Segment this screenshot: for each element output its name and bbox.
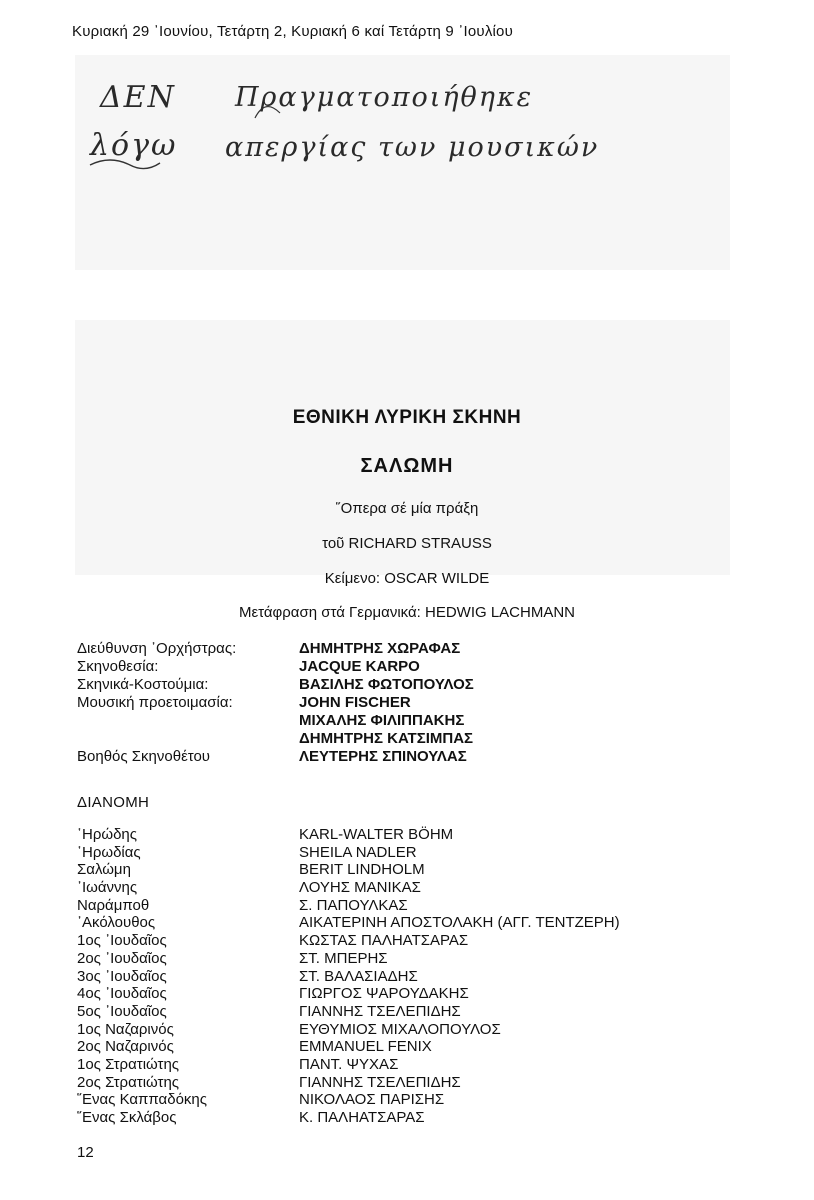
cast-row <box>77 1109 777 1127</box>
cast-role: Σαλώμη <box>77 861 131 879</box>
cast-heading: ΔΙΑΝΟΜΗ <box>77 794 150 811</box>
credit-name: JOHN FISCHER <box>299 694 411 711</box>
cast-role: 2ος Στρατιώτης <box>77 1073 180 1091</box>
cast-role: 4ος ᾿Ιουδαῖος <box>77 985 167 1003</box>
credit-role: Διεύθυνση ᾿Ορχήστρας: <box>77 640 237 657</box>
cast-row <box>77 1091 777 1109</box>
work-title: ΣΑΛΩΜΗ <box>360 455 454 477</box>
credit-role <box>77 730 299 748</box>
credit-role: Βοηθός Σκηνοθέτου <box>77 748 211 765</box>
cast-row <box>77 932 777 950</box>
credit-row <box>77 640 737 658</box>
credit-role: Μουσική προετοιμασία: <box>77 694 233 711</box>
cast-role: ῾Ηρώδης <box>77 826 137 843</box>
translation-line: Μετάφραση στά Γερμανικά: HEDWIG LACHMANN <box>238 604 576 621</box>
cast-row <box>77 897 777 915</box>
cast-role: ῞Ενας Καππαδόκης <box>77 1091 207 1109</box>
credit-name: ΔΗΜΗΤΡΗΣ ΚΑΤΣΙΜΠΑΣ <box>299 730 474 747</box>
cast-name: BERIT LINDHOLM <box>299 861 425 879</box>
credit-name: ΔΗΜΗΤΡΗΣ ΧΩΡΑΦΑΣ <box>299 640 461 657</box>
credit-name: ΒΑΣΙΛΗΣ ΦΩΤΟΠΟΥΛΟΣ <box>299 676 474 693</box>
credit-row <box>77 748 737 766</box>
cast-name: ΓΙΑΝΝΗΣ ΤΣΕΛΕΠΙΔΗΣ <box>299 1002 461 1020</box>
composer-line: τοῦ RICHARD STRAUSS <box>322 535 492 552</box>
cast-name: KARL-WALTER BÖHM <box>299 826 454 843</box>
cast-row <box>77 1056 777 1074</box>
cast-role: 1ος ᾿Ιουδαῖος <box>77 932 167 950</box>
cast-row <box>77 1021 777 1039</box>
cast-role: 1ος Ναζαρινός <box>77 1020 174 1038</box>
cast-row <box>77 826 777 844</box>
credit-name: JACQUE KARPO <box>299 658 420 675</box>
cast-name: EMMANUEL FENIX <box>299 1038 432 1056</box>
cast-name: ΚΩΣΤΑΣ ΠΑΛΗΑΤΣΑΡΑΣ <box>299 932 469 950</box>
credit-name: ΜΙΧΑΛΗΣ ΦΙΛΙΠΠΑΚΗΣ <box>299 712 465 729</box>
organization-heading: ΕΘΝΙΚΗ ΛΥΡΙΚΗ ΣΚΗΝΗ <box>292 407 522 428</box>
libretto-line: Κείμενο: OSCAR WILDE <box>324 570 490 587</box>
cast-name: SHEILA NADLER <box>299 843 417 861</box>
cast-name: ΣΤ. ΒΑΛΑΣΙΑΔΗΣ <box>299 967 418 985</box>
cast-name: ΝΙΚΟΛΑΟΣ ΠΑΡΙΣΗΣ <box>299 1091 445 1109</box>
cast-role: ᾿Ακόλουθος <box>77 914 156 932</box>
cast-name: ΓΙΩΡΓΟΣ ΨΑΡΟΥΔΑΚΗΣ <box>299 985 469 1003</box>
cast-role: 2ος Ναζαρινός <box>77 1038 174 1056</box>
performance-dates: Κυριακή 29 ᾿Ιουνίου, Τετάρτη 2, Κυριακή 6 καί Τετάρτη 9 ᾿Ιουλίου <box>72 23 513 40</box>
cast-role: 1ος Στρατιώτης <box>77 1055 180 1073</box>
cast-row <box>77 914 777 932</box>
credit-row <box>77 730 737 748</box>
credit-role <box>77 712 299 730</box>
page-number: 12 <box>77 1144 94 1161</box>
cast-role: 2ος ᾿Ιουδαῖος <box>77 949 167 967</box>
handwritten-line1-b: Πραγματοποιήθηκε <box>235 82 534 113</box>
credit-name: ΛΕΥΤΕΡΗΣ ΣΠΙΝΟΥΛΑΣ <box>299 748 467 765</box>
credit-row <box>77 694 737 712</box>
production-credits <box>77 640 737 766</box>
cast-name: ΛΟΥΗΣ ΜΑΝΙΚΑΣ <box>299 879 421 897</box>
cast-list <box>77 826 777 1127</box>
credit-row <box>77 676 737 694</box>
cast-row <box>77 1074 777 1092</box>
cast-name: ΠΑΝΤ. ΨΥΧΑΣ <box>299 1055 399 1073</box>
cast-name: ΑΙΚΑΤΕΡΙΝΗ ΑΠΟΣΤΟΛΑΚΗ (ΑΓΓ. ΤΕΝΤΖΕΡΗ) <box>299 914 620 932</box>
cast-name: ΣΤ. ΜΠΕΡΗΣ <box>299 949 388 967</box>
cast-row <box>77 950 777 968</box>
cast-role: Ναράμποθ <box>77 896 150 914</box>
cast-row <box>77 844 777 862</box>
cast-row <box>77 968 777 986</box>
cast-row <box>77 879 777 897</box>
cast-name: Κ. ΠΑΛΗΑΤΣΑΡΑΣ <box>299 1109 425 1126</box>
cast-row <box>77 1003 777 1021</box>
cast-role: ᾿Ιωάννης <box>77 879 138 897</box>
handwritten-line1-a: ΔΕΝ <box>100 80 176 115</box>
cast-name: ΕΥΘΥΜΙΟΣ ΜΙΧΑΛΟΠΟΥΛΟΣ <box>299 1020 501 1038</box>
cast-row <box>77 985 777 1003</box>
cast-role: 5ος ᾿Ιουδαῖος <box>77 1002 167 1020</box>
cast-role: ῞Ενας Σκλάβος <box>77 1109 177 1126</box>
genre-line: ῞Οπερα σέ μία πράξη <box>335 500 479 517</box>
cast-role: ῾Ηρωδίας <box>77 843 141 861</box>
handwritten-line2-b: απεργίας των μουσικών <box>225 132 600 163</box>
cast-name: ΓΙΑΝΝΗΣ ΤΣΕΛΕΠΙΔΗΣ <box>299 1073 461 1091</box>
handwritten-note <box>85 70 705 180</box>
cast-row <box>77 861 777 879</box>
cast-role: 3ος ᾿Ιουδαῖος <box>77 967 167 985</box>
handwritten-line2-a: λόγω <box>90 128 178 163</box>
credit-row <box>77 712 737 730</box>
cast-name: Σ. ΠΑΠΟΥΛΚΑΣ <box>299 896 408 914</box>
cast-row <box>77 1038 777 1056</box>
credit-role: Σκηνοθεσία: <box>77 658 159 675</box>
credit-row <box>77 658 737 676</box>
credit-role: Σκηνικά-Κοστούμια: <box>77 676 209 693</box>
